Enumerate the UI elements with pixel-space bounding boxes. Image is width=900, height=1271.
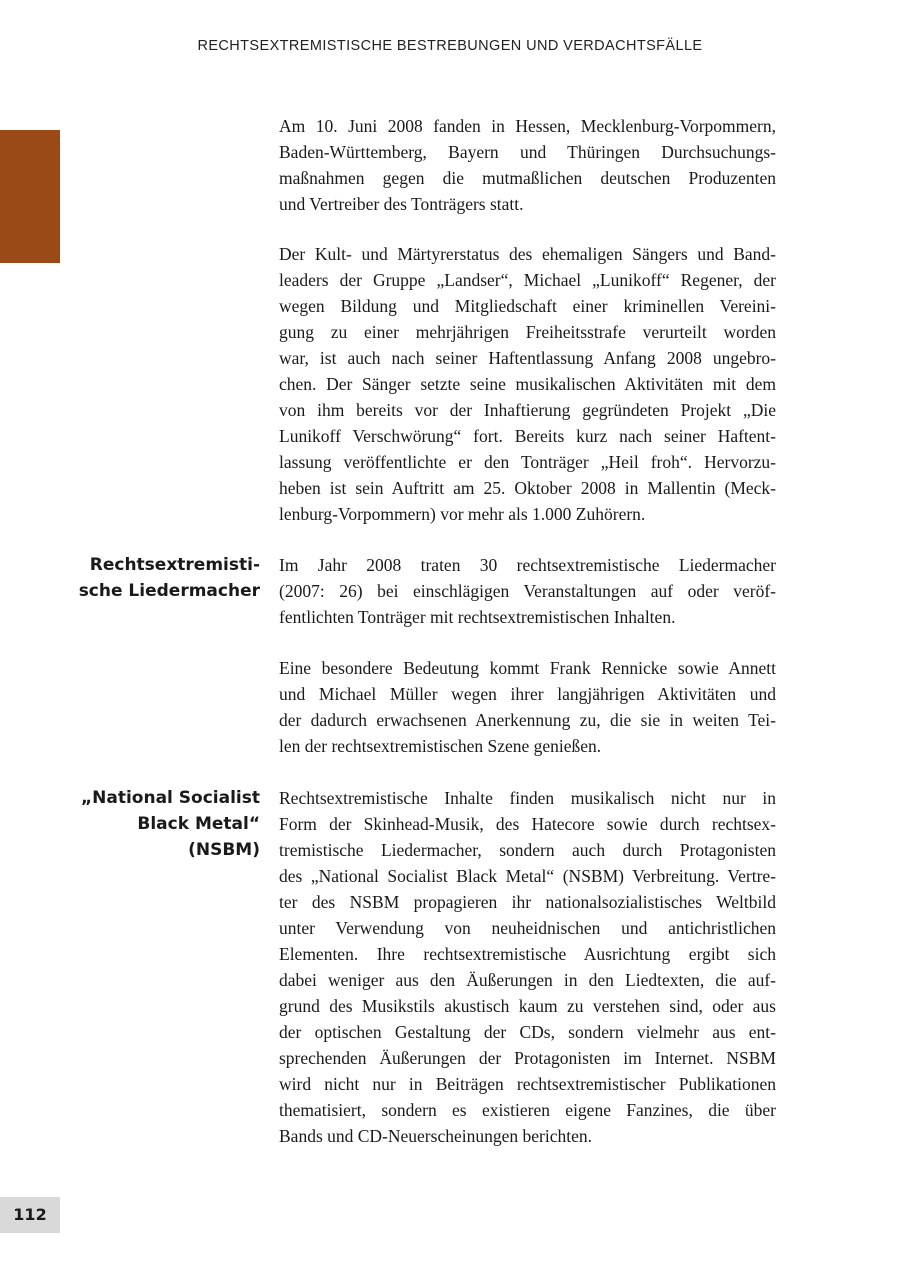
text-line: leaders der Gruppe „Landser“, Michael „Lunikoff“ Regener, der	[279, 270, 776, 290]
text-line: Der Kult- und Märtyrerstatus des ehemaligen Sängers und Band-	[279, 244, 776, 264]
text-line: len der rechtsextremistischen Szene genießen.	[279, 736, 602, 756]
text-line: Lunikoff Verschwörung“ fort. Bereits kurz nach seiner Haftent-	[279, 426, 776, 446]
text-line: gung zu einer mehrjährigen Freiheitsstrafe verurteilt worden	[279, 322, 776, 342]
margin-heading-nsbm	[60, 785, 260, 863]
margin-heading-liedermacher	[60, 552, 260, 604]
body-paragraph	[279, 552, 776, 630]
page-number: 112	[0, 1197, 60, 1233]
text-line: ter des NSBM propagieren ihr nationalsozialistisches Weltbild	[279, 892, 776, 912]
margin-heading-line: „National Socialist	[80, 788, 260, 808]
text-line: maßnahmen gegen die mutmaßlichen deutschen Produzenten	[279, 168, 776, 188]
running-header: RECHTSEXTREMISTISCHE BESTREBUNGEN UND VERDACHTSFÄLLE	[197, 38, 703, 54]
text-line: lassung veröffentlichte er den Tonträger „Heil froh“. Hervorzu-	[279, 452, 776, 472]
body-paragraph	[279, 655, 776, 759]
text-line: lenburg-Vorpommern) vor mehr als 1.000 Zuhörern.	[279, 504, 646, 524]
body-paragraph	[279, 113, 776, 217]
margin-heading-line: sche Liedermacher	[78, 581, 260, 601]
text-line: war, ist auch nach seiner Haftentlassung Anfang 2008 ungebro-	[279, 348, 776, 368]
text-line: dabei weniger aus den Äußerungen in den Liedtexten, die auf-	[279, 970, 776, 990]
text-line: wird nicht nur in Beiträgen rechtsextremistischer Publikationen	[279, 1074, 776, 1094]
text-line: unter Verwendung von neuheidnischen und antichristlichen	[279, 918, 776, 938]
body-paragraph	[279, 241, 776, 527]
text-line: sprechenden Äußerungen der Protagonisten im Internet. NSBM	[279, 1048, 776, 1068]
text-line: heben ist sein Auftritt am 25. Oktober 2008 in Mallentin (Meck-	[279, 478, 776, 498]
text-line: fentlichten Tonträger mit rechtsextremistischen Inhalten.	[279, 607, 676, 627]
margin-heading-line: Rechtsextremisti-	[89, 555, 260, 575]
margin-heading-line: (NSBM)	[188, 840, 260, 860]
text-line: Baden-Württemberg, Bayern und Thüringen Durchsuchungs-	[279, 142, 776, 162]
margin-heading-line: Black Metal“	[137, 814, 260, 834]
text-line: (2007: 26) bei einschlägigen Veranstaltungen auf oder veröf-	[279, 581, 776, 601]
text-line: chen. Der Sänger setzte seine musikalischen Aktivitäten mit dem	[279, 374, 776, 394]
text-line: Rechtsextremistische Inhalte finden musikalisch nicht nur in	[279, 788, 776, 808]
text-line: grund des Musikstils akustisch kaum zu verstehen sind, oder aus	[279, 996, 776, 1016]
text-line: Form der Skinhead-Musik, des Hatecore sowie durch rechtsex-	[279, 814, 776, 834]
text-line: Bands und CD-Neuerscheinungen berichten.	[279, 1126, 592, 1146]
text-line: tremistische Liedermacher, sondern auch durch Protagonisten	[279, 840, 776, 860]
text-line: und Michael Müller wegen ihrer langjährigen Aktivitäten und	[279, 684, 776, 704]
text-line: wegen Bildung und Mitgliedschaft einer kriminellen Vereini-	[279, 296, 776, 316]
text-line: Im Jahr 2008 traten 30 rechtsextremistische Liedermacher	[279, 555, 776, 575]
text-line: der optischen Gestaltung der CDs, sondern vielmehr aus ent-	[279, 1022, 776, 1042]
text-line: von ihm bereits vor der Inhaftierung gegründeten Projekt „Die	[279, 400, 776, 420]
text-line: und Vertreiber des Tonträgers statt.	[279, 194, 524, 214]
text-line: des „National Socialist Black Metal“ (NSBM) Verbreitung. Vertre-	[279, 866, 776, 886]
text-line: thematisiert, sondern es existieren eigene Fanzines, die über	[279, 1100, 776, 1120]
chapter-color-tab	[0, 130, 60, 263]
body-paragraph	[279, 785, 776, 1149]
text-line: Am 10. Juni 2008 fanden in Hessen, Mecklenburg-Vorpommern,	[279, 116, 776, 136]
text-line: Elementen. Ihre rechtsextremistische Ausrichtung ergibt sich	[279, 944, 776, 964]
text-line: der dadurch erwachsenen Anerkennung zu, die sie in weiten Tei-	[279, 710, 776, 730]
text-line: Eine besondere Bedeutung kommt Frank Rennicke sowie Annett	[279, 658, 776, 678]
